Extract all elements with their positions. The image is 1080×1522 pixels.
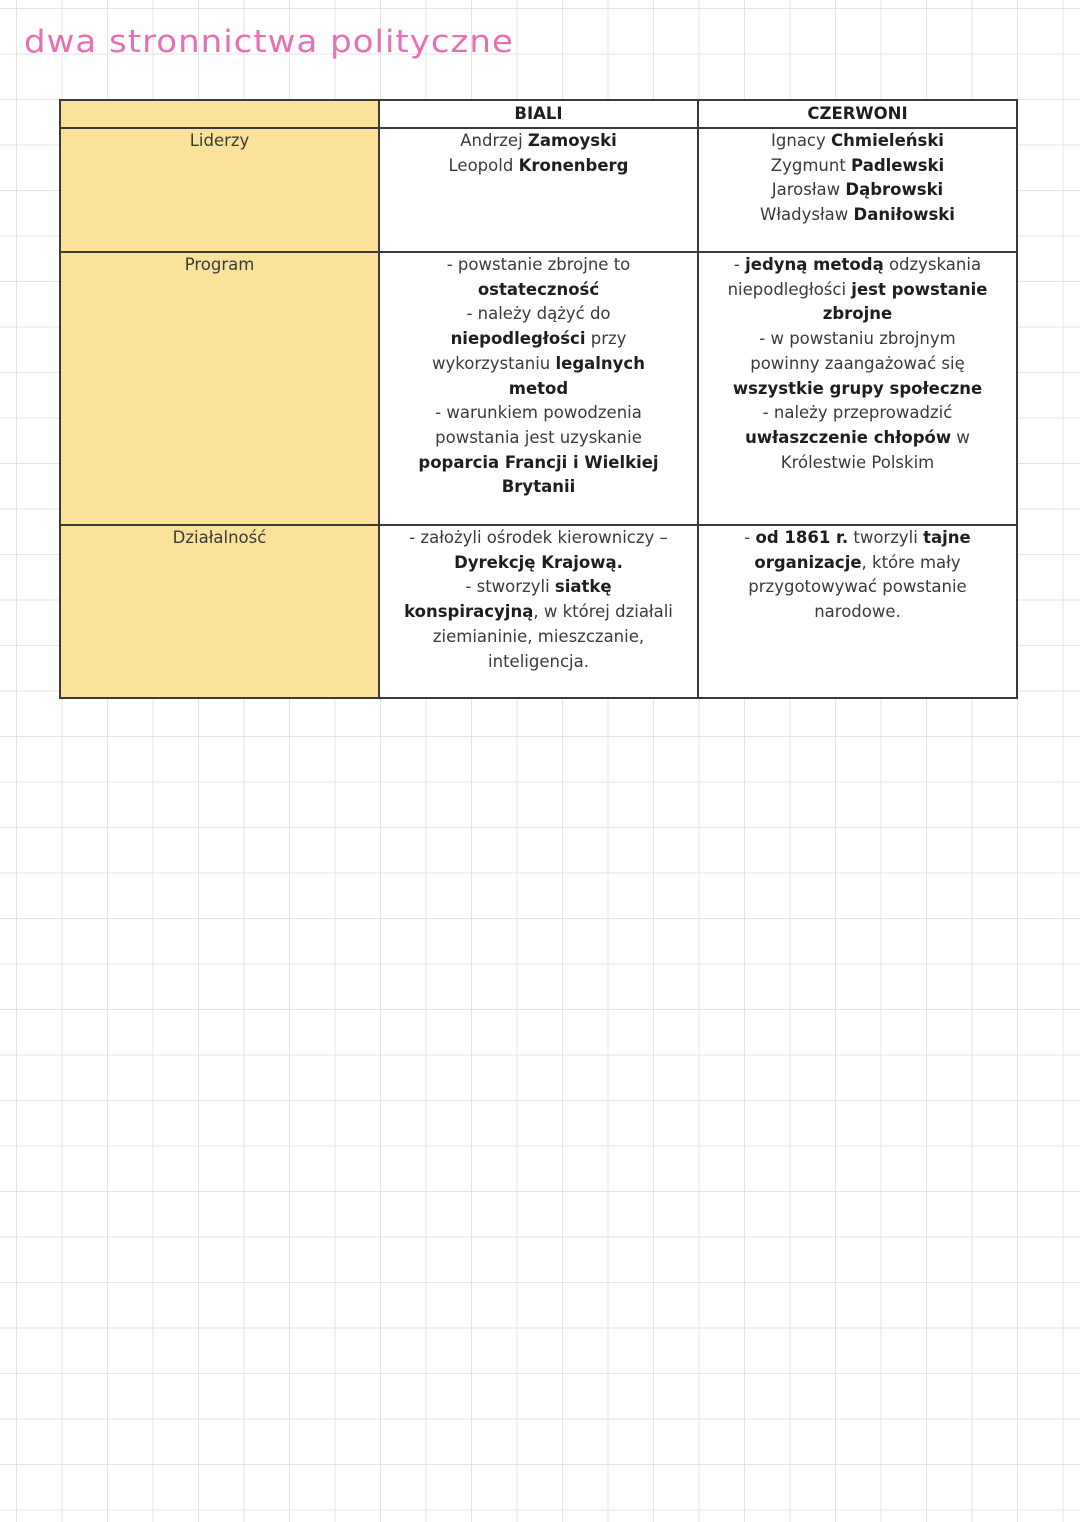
text: Andrzej — [460, 131, 528, 150]
cell-line — [699, 575, 1016, 600]
table-row — [60, 128, 1017, 252]
cell-line — [699, 278, 1016, 303]
text: , które mały — [861, 552, 961, 572]
text: - — [744, 528, 756, 547]
text: w — [951, 427, 970, 447]
cell-line — [380, 526, 697, 551]
row-label-program: Program — [60, 252, 379, 525]
text: - należy dążyć do — [466, 304, 611, 324]
cell-line — [380, 352, 697, 377]
text: niepodległości — [727, 279, 852, 299]
cell-program-biali — [379, 252, 698, 525]
cell-line — [699, 253, 1016, 278]
text: Ignacy — [771, 131, 832, 150]
bold-text: jedyną metodą — [745, 255, 884, 274]
cell-line — [380, 650, 697, 675]
bold-text: wszystkie grupy społeczne — [732, 378, 983, 398]
cell-line — [380, 426, 697, 451]
text: przygotowywać powstanie — [748, 577, 967, 597]
text: - należy przeprowadzić — [762, 403, 953, 423]
bold-text: poparcia Francji i Wielkiej — [418, 452, 659, 472]
text: , w której działali — [533, 602, 673, 622]
cell-line — [699, 526, 1016, 551]
cell-dzialalnosc-biali — [379, 525, 698, 698]
cell-line — [380, 154, 697, 179]
text: odzyskania — [883, 255, 982, 274]
cell-liderzy-czerwoni — [698, 128, 1017, 252]
text: tworzyli — [848, 528, 924, 547]
bold-text: legalnych — [555, 353, 645, 373]
text: Zygmunt — [770, 155, 852, 175]
cell-line — [699, 600, 1016, 625]
cell-line — [380, 302, 697, 327]
text: Władysław — [760, 205, 854, 225]
table-row — [60, 525, 1017, 698]
cell-line — [699, 178, 1016, 203]
bold-text: Brytanii — [501, 477, 576, 497]
text: - powstanie zbrojne to — [446, 255, 631, 274]
comparison-table — [59, 99, 1018, 699]
bold-text: konspiracyjną — [404, 602, 534, 622]
cell-line — [380, 600, 697, 625]
cell-line — [380, 451, 697, 476]
text: - warunkiem powodzenia — [435, 403, 642, 423]
table-header-row — [60, 100, 1017, 128]
row-label-dzialalnosc: Działalność — [60, 525, 379, 698]
cell-line — [380, 278, 697, 303]
bold-text: Daniłowski — [853, 205, 955, 225]
text: - założyli ośrodek kierowniczy – — [409, 528, 668, 547]
bold-text: Padlewski — [851, 155, 945, 175]
text: - w powstaniu zbrojnym — [759, 329, 956, 349]
bold-text: metod — [508, 378, 569, 398]
cell-line — [380, 575, 697, 600]
cell-line — [380, 401, 697, 426]
cell-line — [699, 551, 1016, 576]
cell-line — [699, 327, 1016, 352]
bold-text: uwłaszczenie chłopów — [745, 427, 952, 447]
cell-program-czerwoni — [698, 252, 1017, 525]
cell-line — [380, 377, 697, 402]
cell-line — [699, 451, 1016, 476]
text: ziemianinie, mieszczanie, — [432, 626, 645, 646]
bold-text: Chmieleński — [831, 131, 944, 150]
text: narodowe. — [814, 602, 901, 622]
row-label-liderzy: Liderzy — [60, 128, 379, 252]
text: powinny zaangażować się — [750, 353, 965, 373]
bold-text: Kronenberg — [518, 155, 629, 175]
page-title: dwa stronnictwa polityczne — [24, 23, 514, 61]
cell-line — [699, 401, 1016, 426]
bold-text: siatkę — [554, 577, 612, 597]
table-row — [60, 252, 1017, 525]
bold-text: niepodległości — [450, 329, 586, 349]
text: - — [733, 255, 746, 274]
text: Jarosław — [771, 180, 846, 200]
text: inteligencja. — [488, 651, 589, 671]
cell-liderzy-biali — [379, 128, 698, 252]
bold-text: jest powstanie — [851, 279, 988, 299]
text: wykorzystaniu — [432, 353, 556, 373]
bold-text: Dąbrowski — [845, 180, 944, 200]
cell-line — [380, 327, 697, 352]
cell-line — [699, 352, 1016, 377]
text: powstania jest uzyskanie — [435, 427, 642, 447]
cell-line — [380, 551, 697, 576]
header-czerwoni: CZERWONI — [698, 100, 1017, 128]
cell-line — [699, 129, 1016, 154]
text: przy — [585, 329, 627, 349]
bold-text: tajne — [923, 528, 971, 547]
text: Królestwie Polskim — [780, 452, 935, 472]
bold-text: zbrojne — [822, 304, 893, 324]
cell-line — [380, 475, 697, 500]
cell-line — [699, 203, 1016, 228]
bold-text: organizacje — [754, 552, 862, 572]
bold-text: Zamoyski — [527, 131, 617, 150]
bold-text: Dyrekcję Krajową. — [454, 552, 623, 572]
cell-line — [699, 426, 1016, 451]
header-corner — [60, 100, 379, 128]
cell-line — [380, 129, 697, 154]
cell-line — [699, 154, 1016, 179]
cell-line — [380, 625, 697, 650]
cell-line — [699, 302, 1016, 327]
header-biali: BIALI — [379, 100, 698, 128]
text: - stworzyli — [465, 577, 555, 597]
bold-text: ostateczność — [477, 279, 600, 299]
text: Leopold — [448, 155, 519, 175]
cell-line — [699, 377, 1016, 402]
bold-text: od 1861 r. — [755, 528, 849, 547]
cell-line — [380, 253, 697, 278]
cell-dzialalnosc-czerwoni — [698, 525, 1017, 698]
